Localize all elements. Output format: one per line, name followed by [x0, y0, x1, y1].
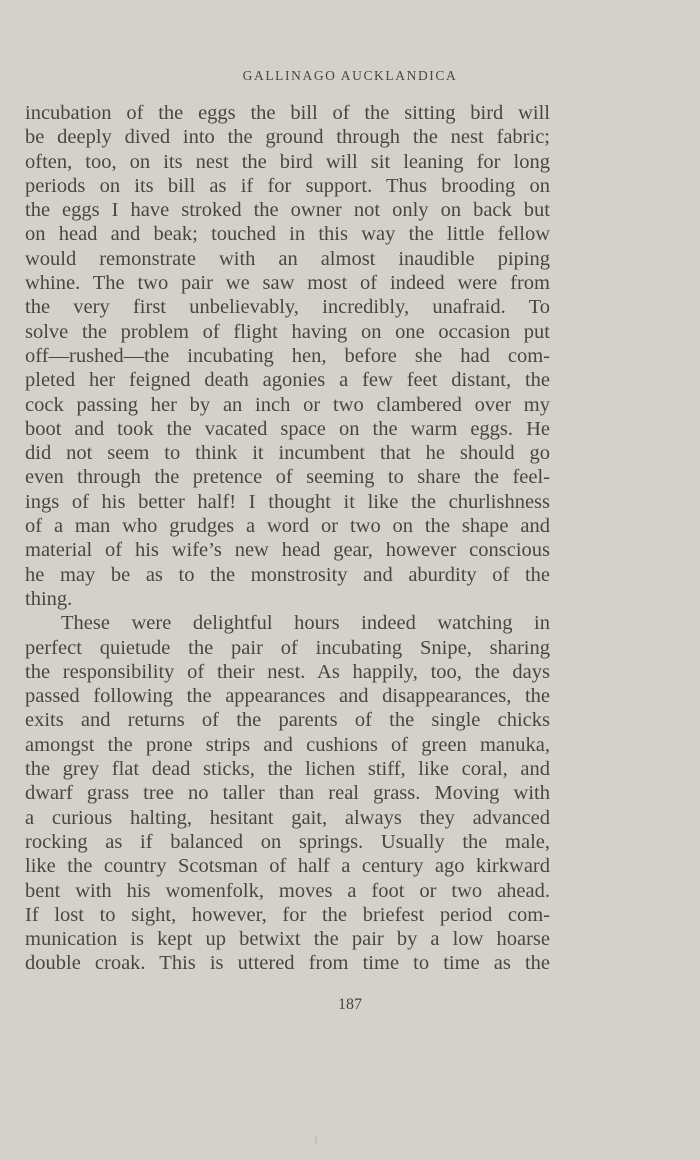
text-line: amongst the prone strips and cushions of green manuka, [25, 733, 550, 756]
text-line: the grey flat dead sticks, the lichen stiff, like coral, and [25, 758, 550, 781]
text-line: material of his wife’s new head gear, however conscious [25, 539, 550, 562]
text-line: he may be as to the monstrosity and aburdity of the [25, 563, 550, 586]
text-line: whine. The two pair we saw most of indeed were from [25, 272, 550, 295]
text-line: incubation of the eggs the bill of the sitting bird will [25, 102, 550, 124]
page-number: 187 [338, 996, 362, 1013]
text-line: These were delightful hours indeed watching in [61, 612, 550, 635]
text-line: pleted her feigned death agonies a few feet distant, the [25, 369, 550, 392]
text-line: of a man who grudges a word or two on the shape and [25, 515, 550, 538]
text-line: cock passing her by an inch or two clambered over my [25, 393, 550, 416]
text-line: boot and took the vacated space on the warm eggs. He [25, 417, 550, 440]
text-line: If lost to sight, however, for the briefest period com- [25, 903, 550, 926]
text-line: exits and returns of the parents of the single chicks [25, 709, 550, 732]
text-line: ings of his better half! I thought it like the churlishness [25, 490, 550, 513]
text-line: double croak. This is uttered from time to time as the [25, 952, 550, 975]
text-line: like the country Scotsman of half a century ago kirkward [25, 855, 550, 878]
text-line: the responsibility of their nest. As happily, too, the days [25, 660, 550, 683]
paper-speck [315, 1136, 317, 1145]
text-line: the very first unbelievably, incredibly, unafraid. To [25, 296, 550, 319]
text-line: perfect quietude the pair of incubating Snipe, sharing [25, 636, 550, 659]
text-line: be deeply dived into the ground through the nest fabric; [25, 126, 550, 149]
text-line: the eggs I have stroked the owner not only on back but [25, 199, 550, 222]
text-line: even through the pretence of seeming to share the feel- [25, 466, 550, 489]
text-line: dwarf grass tree no taller than real grass. Moving with [25, 782, 550, 805]
text-line: bent with his womenfolk, moves a foot or two ahead. [25, 879, 550, 902]
text-line: thing. [25, 587, 73, 610]
text-line: solve the problem of flight having on one occasion put [25, 320, 550, 343]
text-line: on head and beak; touched in this way the little fellow [25, 223, 550, 246]
text-line: would remonstrate with an almost inaudible piping [25, 247, 550, 270]
text-line: munication is kept up betwixt the pair by a low hoarse [25, 928, 550, 951]
running-head: GALLINAGO AUCKLANDICA [242, 68, 458, 83]
body-text [25, 101, 550, 976]
text-line: often, too, on its nest the bird will sit leaning for long [25, 150, 550, 173]
text-line: a curious halting, hesitant gait, always they advanced [25, 806, 550, 829]
text-line: rocking as if balanced on springs. Usually the male, [25, 830, 550, 853]
text-line: periods on its bill as if for support. Thus brooding on [25, 174, 550, 197]
text-line: did not seem to think it incumbent that he should go [25, 442, 550, 465]
text-line: passed following the appearances and disappearances, the [25, 685, 550, 708]
text-line: off—rushed—the incubating hen, before she had com- [25, 344, 550, 367]
